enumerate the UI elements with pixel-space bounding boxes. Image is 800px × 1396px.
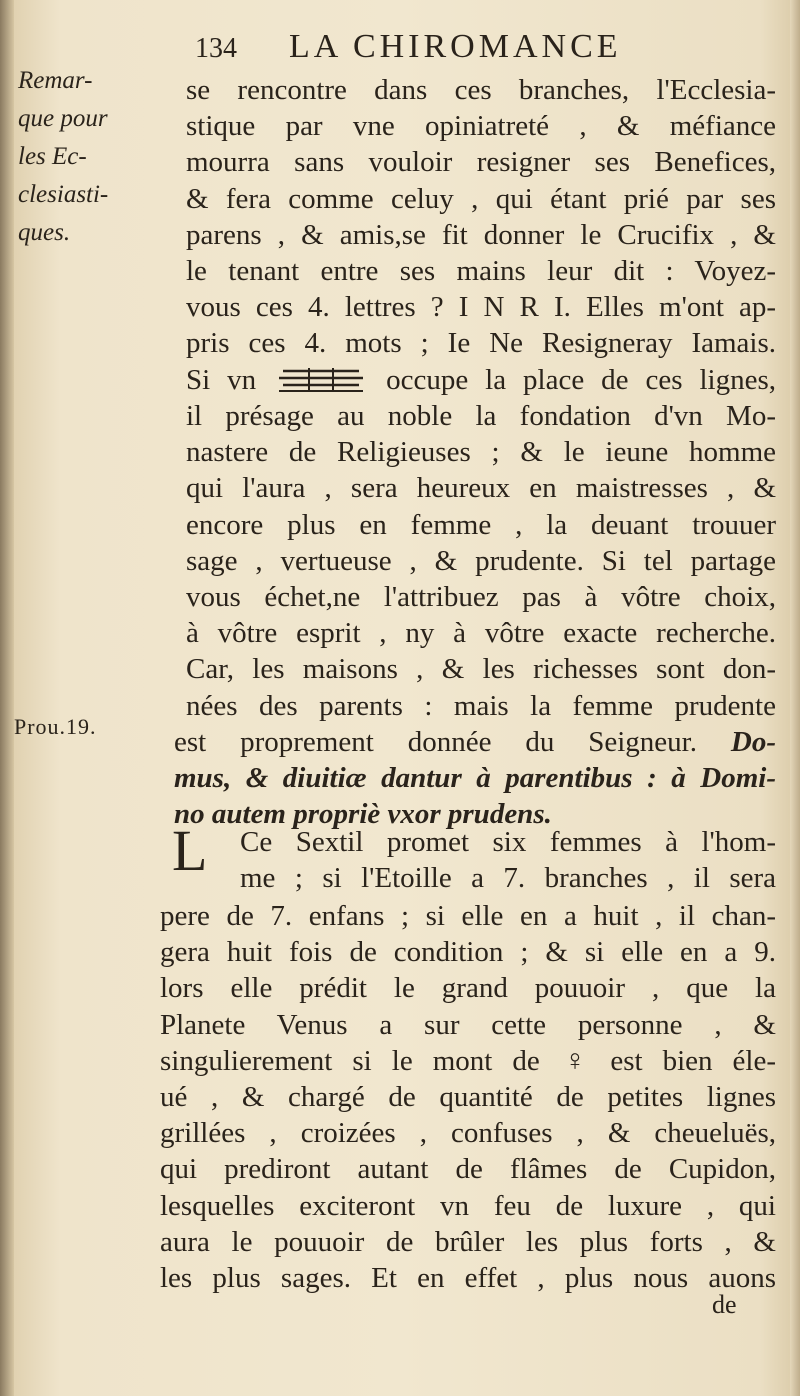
- text-fragment: occupe la place de ces lignes,: [386, 363, 777, 396]
- text-line: pere de 7. enfans ; si elle en a huit , il chan-: [160, 900, 776, 932]
- book-spine: [0, 0, 14, 1396]
- latin-line: no autem propriè vxor prudens.: [174, 798, 552, 831]
- text-line: parens , & amis,se fit donner le Crucifix , &: [186, 218, 776, 251]
- page-edge: [790, 0, 800, 1396]
- margin-note-line: les Ec-: [18, 143, 87, 170]
- text-line: qui l'aura , sera heureux en maistresses , &: [186, 472, 776, 505]
- catchword: de: [712, 1290, 737, 1319]
- text-line-with-latin: [160, 724, 776, 760]
- text-line: Car, les maisons , & les richesses sont don-: [186, 653, 776, 686]
- text-block-middle: [160, 398, 776, 832]
- text-line: Planete Venus a sur cette personne , &: [160, 1008, 776, 1041]
- text-line-with-symbol: [160, 1043, 776, 1079]
- text-line: lors elle prédit le grand pouuoir , que la: [160, 972, 776, 1005]
- venus-symbol-icon: ♀: [563, 1043, 587, 1077]
- margin-note-line: ques.: [18, 219, 71, 246]
- page-number: 134: [195, 33, 237, 64]
- text-line: ué , & chargé de quantité de petites lignes: [160, 1081, 776, 1114]
- text-line: sage , vertueuse , & prudente. Si tel partage: [186, 544, 776, 577]
- text-line: qui prediront autant de flâmes de Cupidon,: [160, 1153, 776, 1186]
- text-line: vous ces 4. lettres ? I N R I. Elles m'ont ap-: [186, 291, 776, 324]
- text-line-with-sign: [186, 362, 776, 398]
- drop-capital: L: [172, 818, 208, 883]
- latin-line: mus, & diuitiæ dantur à parentibus : à Domi-: [174, 762, 776, 795]
- text-line: les plus sages. Et en effet , plus nous auons: [160, 1262, 776, 1295]
- text-block-upper: [186, 72, 776, 398]
- margin-reference: Prou.19.: [14, 714, 97, 739]
- text-block-dropcap: [240, 824, 776, 896]
- text-line: pris ces 4. mots ; Ie Ne Resigneray Iamais.: [186, 327, 776, 360]
- text-line: stique par vne opiniatreté , & méfiance: [186, 110, 776, 143]
- text-line: encore plus en femme , la deuant trouuer: [186, 508, 776, 541]
- text-fragment: singulierement si le mont de: [160, 1044, 540, 1077]
- text-line: Ce Sextil promet six femmes à l'hom-: [240, 826, 776, 858]
- running-title: LA CHIROMANCE: [289, 28, 622, 65]
- margin-note: [18, 62, 188, 252]
- text-line: le tenant entre ses mains leur dit : Voyez-: [186, 255, 776, 288]
- text-line: se rencontre dans ces branches, l'Ecclesia-: [186, 74, 776, 106]
- text-line: à vôtre esprit , ny à vôtre exacte recherche.: [186, 617, 776, 650]
- text-line: aura le pouuoir de brûler les plus forts , &: [160, 1225, 776, 1258]
- text-fragment: est proprement donnée du Seigneur.: [174, 725, 697, 758]
- text-line: & fera comme celuy , qui étant prié par ses: [186, 182, 776, 215]
- text-line: nastere de Religieuses ; & le ieune homme: [186, 436, 776, 469]
- margin-note-line: Remar-: [18, 67, 93, 94]
- text-line: il présage au noble la fondation d'vn Mo-: [186, 400, 776, 432]
- lines-sign-icon: [279, 367, 363, 393]
- text-line: gera huit fois de condition ; & si elle en a 9.: [160, 936, 776, 969]
- latin-fragment: Do-: [730, 725, 776, 758]
- text-fragment: Si vn: [186, 363, 257, 396]
- text-fragment: est bien éle-: [610, 1044, 777, 1077]
- text-line: me ; si l'Etoille a 7. branches , il sera: [240, 862, 776, 895]
- text-line: mourra sans vouloir resigner ses Benefices,: [186, 146, 776, 179]
- margin-note-line: clesiasti-: [18, 181, 109, 208]
- text-line: nées des parents : mais la femme prudente: [186, 689, 776, 722]
- text-block-lower: [160, 898, 776, 1296]
- text-line: grillées , croizées , confuses , & cheueluës,: [160, 1117, 776, 1150]
- running-header: [195, 28, 755, 66]
- text-line: vous échet,ne l'attribuez pas à vôtre choix,: [186, 581, 776, 614]
- margin-note-line: que pour: [18, 105, 108, 132]
- text-line: lesquelles exciteront vn feu de luxure , qui: [160, 1189, 776, 1222]
